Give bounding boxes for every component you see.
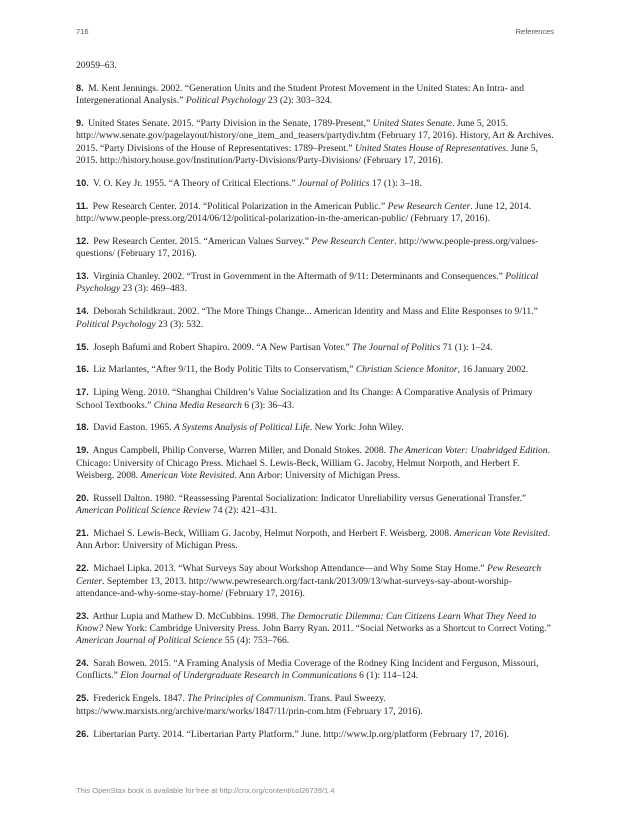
reference-text: 71 (1): 1–24. [440,341,493,353]
reference-text: Pew Research Center. 2014. “Political Polarization in the American Public.” [92,200,388,212]
reference-text: Russell Dalton. 1980. “Reassessing Parental Socialization: Indicator Unreliability versus Generational Transfer.” [93,492,527,504]
reference-number: 16. [76,364,89,375]
reference-item [76,82,554,108]
reference-number: 20. [76,492,89,503]
reference-text: 74 (2): 421–431. [210,505,278,517]
reference-title: The Principles of Communism [187,693,304,705]
reference-title: Elon Journal of Undergraduate Research in Communications [120,670,357,682]
reference-item [76,421,554,434]
reference-item [76,363,554,376]
reference-title: Pew Research Center [311,235,395,247]
reference-number: 26. [76,728,89,739]
reference-title: American Vote Revisited [453,528,548,540]
reference-text: . September 13, 2013. http://www.pewresearch.org/fact-tank/2013/09/13/what-surveys-say-about-worship-attendance-and-why-some-stay-home/ (February 17, 2016). [76,575,512,599]
reference-item [76,235,554,261]
reference-number: 8. [76,82,84,93]
reference-number: 9. [76,118,84,129]
reference-entries [76,82,554,741]
reference-number: 22. [76,563,89,574]
reference-item [76,728,554,741]
reference-text: 17 (1): 3–18. [369,177,422,189]
reference-item [76,527,554,553]
reference-text: . June 5, 2015. http://history.house.gov/Institution/Party-Divisions/Party-Divisions/ (February 17, 2016). [76,142,538,166]
reference-number: 23. [76,610,89,621]
reference-title: Political Psychology [76,271,539,295]
reference-text: 6 (1): 114–124. [356,670,419,682]
reference-title: China Media Research [153,399,242,411]
reference-number: 19. [76,445,89,456]
reference-item [76,386,554,412]
reference-text: Deborah Schildkraut. 2002. “The More Things Change... American Identity and Mass and Elite Responses to 9/11.” [93,306,538,318]
reference-text: . Chicago: University of Chicago Press. Michael S. Lewis-Beck, William G. Jacoby, Helmut Norpoth, and Herbert F. Weisberg. 2008. [76,445,551,481]
reference-item [76,270,554,296]
reference-text: Virginia Chanley. 2002. “Trust in Government in the Aftermath of 9/11: Determinants and Consequences.” [93,271,506,283]
reference-item [76,177,554,190]
reference-text: Frederick Engels. 1847. [93,693,188,705]
reference-title: Christian Science Monitor [355,364,458,376]
reference-title: The Journal of Politics [352,341,441,353]
reference-title: Pew Research Center [387,200,471,212]
reference-text: 23 (3): 532. [155,318,204,330]
reference-title: American Journal of Political Science [76,635,223,647]
reference-text: Angus Campbell, Philip Converse, Warren Miller, and Donald Stokes. 2008. [92,445,389,457]
reference-text: Arthur Lupia and Mathew D. McCubbins. 1998. [92,610,281,622]
reference-text: 23 (3): 469–483. [120,283,187,295]
reference-title: The Democratic Dilemma: Can Citizens Learn What They Need to Know? [76,610,537,634]
reference-text: David Easton. 1965. [93,422,174,434]
reference-number: 14. [76,306,89,317]
reference-number: 13. [76,271,89,282]
reference-item [76,610,554,648]
reference-text: 6 (3): 36–43. [241,399,295,411]
reference-text: 55 (4): 753–766. [222,635,290,647]
reference-text: New York: Cambridge University Press. John Barry Ryan. 2011. “Social Networks as a Shortcut to Correct Voting.” [103,623,551,634]
reference-title: United States House of Representatives [354,142,506,154]
reference-text: United States Senate. 2015. “Party Division in the Senate, 1789-Present,” [88,118,373,130]
reference-continuation: 20959–63. [76,60,117,71]
reference-title: American Political Science Review [76,505,211,517]
reference-text: M. Kent Jennings. 2002. “Generation Units and the Student Protest Movement in the United States: An Intra- and Intergenerational Analysis.” [76,82,524,107]
reference-text: Pew Research Center. 2015. “American Values Survey.” [93,235,312,247]
reference-text: . Ann Arbor: University of Michigan Press. [234,469,401,481]
reference-item [76,492,554,518]
reference-text: Michael S. Lewis-Beck, William G. Jacoby, Helmut Norpoth, and Herbert F. Weisberg. 2008. [93,528,454,540]
reference-number: 17. [76,387,89,398]
reference-title: A Systems Analysis of Political Life [173,422,310,434]
reference-text: . June 5, 2015. http://www.senate.gov/pagelayout/history/one_item_and_teasers/partydiv.htm (February 17, 2016). History, Art & Archives. 2015. “Party Divisions of the House of Representatives: 1789–Present.” [76,118,554,154]
reference-text: . New York: John Wiley. [309,422,404,434]
reference-title: Journal of Politics [298,177,370,189]
reference-number: 12. [76,235,89,246]
reference-item [76,200,554,226]
reference-item [76,444,554,482]
page-number: 716 [76,27,89,36]
reference-text: Liping Weng. 2010. “Shanghai Children’s Value Socialization and Its Change: A Comparative Analysis of Primary School Textbooks.” [76,387,533,411]
reference-item [76,657,554,683]
reference-text: . Ann Arbor: University of Michigan Press. [76,528,550,552]
reference-text: , 16 January 2002. [457,364,529,376]
reference-text: Joseph Bafumi and Robert Shapiro. 2009. “A New Partisan Voter.” [93,341,353,353]
section-title: References [515,27,554,36]
reference-item [76,692,554,718]
reference-number: 25. [76,693,89,704]
reference-item [76,305,554,331]
reference-item [76,117,554,167]
references-list [76,60,554,750]
page-footer: This OpenStax book is available for free at http://cnx.org/content/col26739/1.4 [76,786,335,795]
reference-number: 15. [76,341,89,352]
reference-number: 10. [76,177,89,188]
reference-text: . June 12, 2014. http://www.people-press.org/2014/06/12/political-polarization-in-the-american-public/ (February 17, 2016). [76,200,532,225]
reference-title: Political Psychology [185,95,266,107]
reference-text: 23 (2): 303–324. [265,95,333,107]
reference-number: 24. [76,658,89,669]
reference-number: 11. [76,200,89,211]
reference-text: . http://www.people-press.org/values-questions/ (February 17, 2016). [76,235,539,260]
reference-number: 21. [76,528,89,539]
reference-title: Pew Research Center [76,563,542,587]
reference-text: V. O. Key Jr. 1955. “A Theory of Critical Elections.” [93,177,299,189]
reference-text: Libertarian Party. 2014. “Libertarian Party Platform.” June. http://www.lp.org/platform (February 17, 2016). [93,728,509,740]
reference-text: Sarah Bowen. 2015. “A Framing Analysis of Media Coverage of the Rodney King Incident and Ferguson, Missouri, Conflicts.” [76,658,539,682]
reference-title: United States Senate [372,118,453,130]
reference-item [76,562,554,600]
reference-text: . Trans. Paul Sweezy. https://www.marxists.org/archive/marx/works/1847/11/prin-com.htm (February 17, 2016). [76,693,423,717]
reference-text: Michael Lipka. 2013. “What Surveys Say about Workshop Attendance—and Why Some Stay Home.” [93,563,487,575]
reference-title: Political Psychology [76,318,156,330]
reference-title: The American Voter: Unabridged Edition [388,445,548,457]
reference-title: American Vote Revisited [140,469,235,481]
reference-number: 18. [76,422,89,433]
reference-text: Liz Marlantes, “After 9/11, the Body Politic Tilts to Conservatism,” [93,364,356,376]
reference-item [76,341,554,354]
